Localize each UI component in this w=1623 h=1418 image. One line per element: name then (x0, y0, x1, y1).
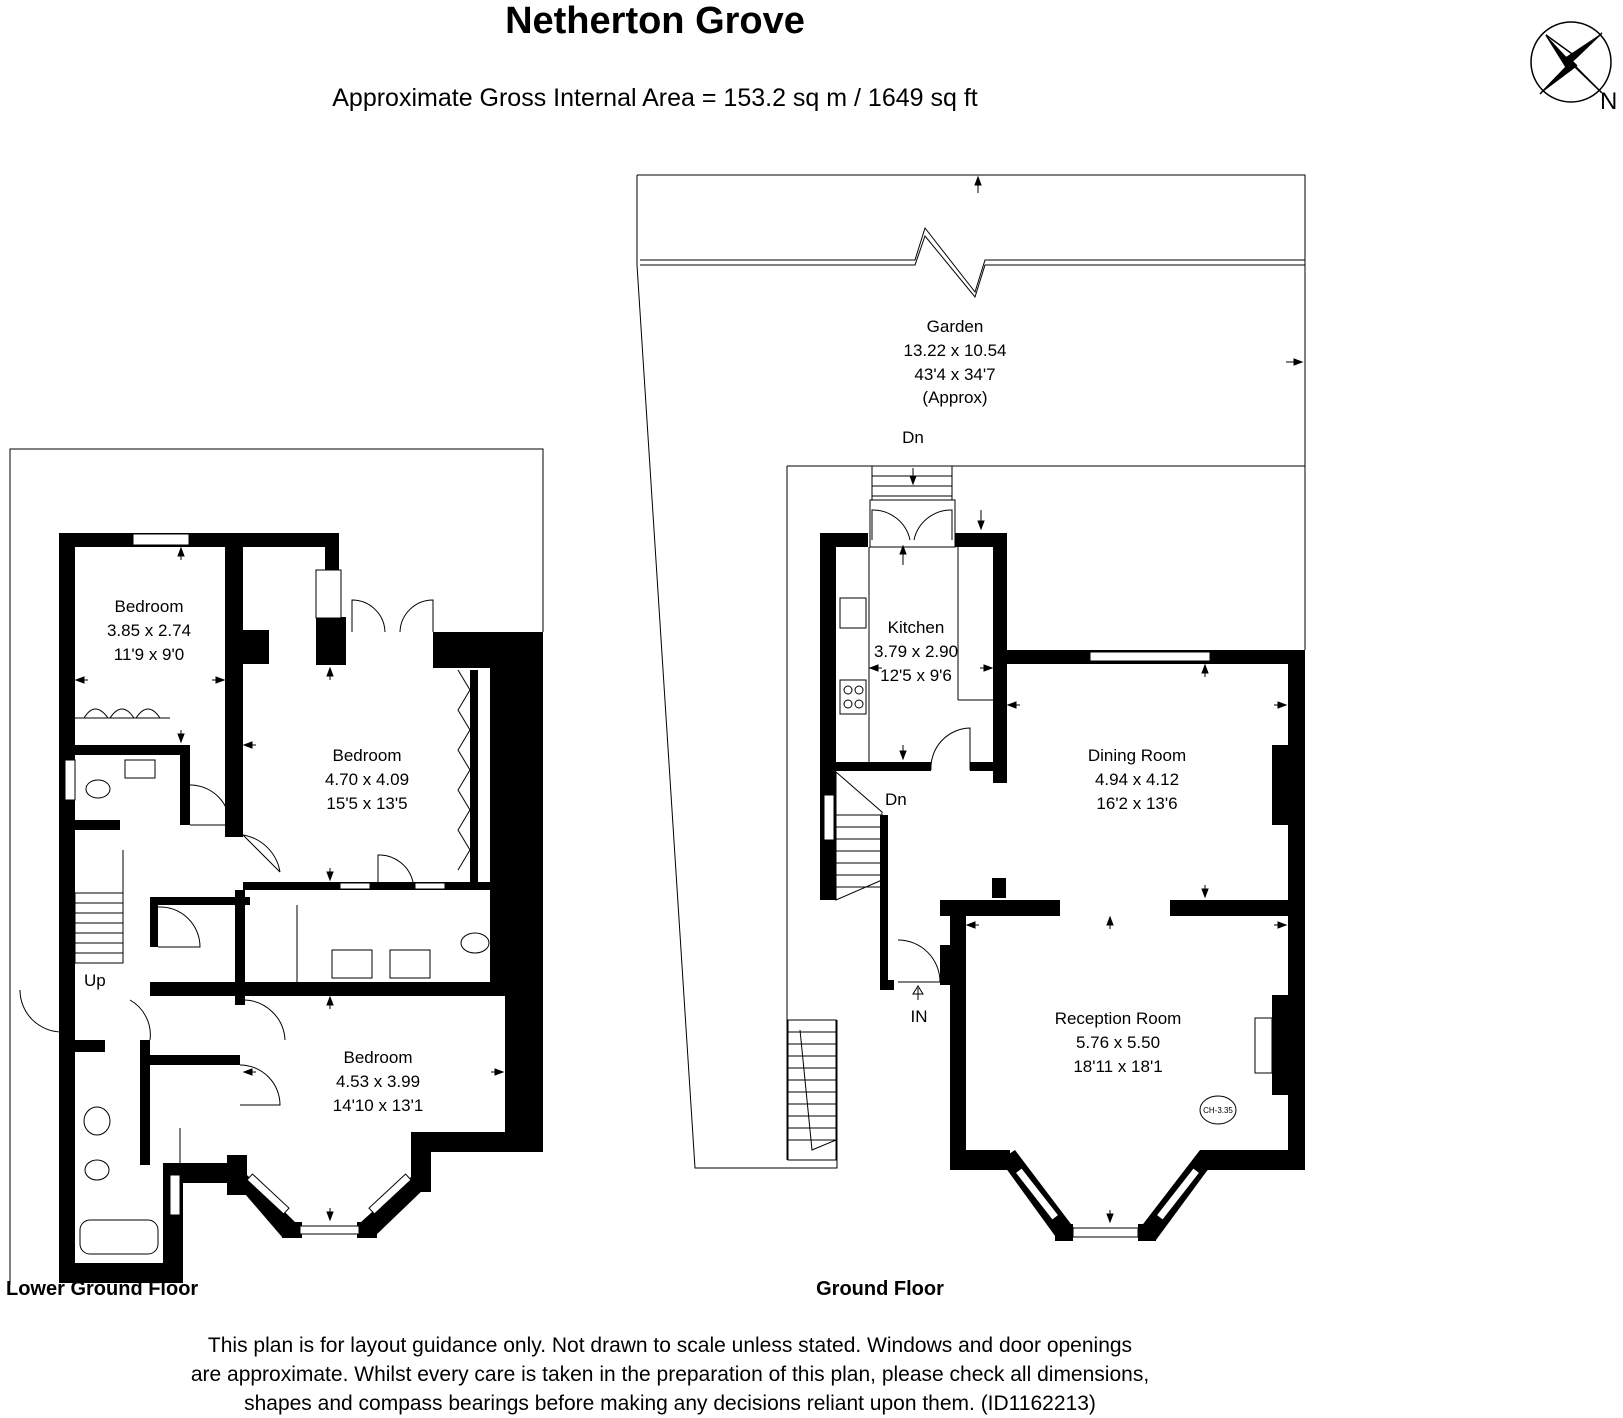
room-name-label: Bedroom (332, 746, 402, 765)
disclaimer-line: are approximate. Whilst every care is taken in the preparation of this plan, please check all dimensions, (190, 1363, 1150, 1386)
room-metric-dims: 4.94 x 4.12 (1094, 770, 1180, 789)
room-name-label: Bedroom (343, 1048, 413, 1067)
disclaimer-line: This plan is for layout guidance only. Not drawn to scale unless stated. Windows and door openings (207, 1334, 1133, 1357)
room-imperial-dims: 12'5 x 9'6 (880, 666, 952, 685)
garden-name-label: Garden (926, 317, 984, 336)
room-name-label: Kitchen (887, 618, 945, 637)
floor-label-lower-ground: Lower Ground Floor (6, 1278, 199, 1300)
room-metric-dims: 4.53 x 3.99 (335, 1072, 421, 1091)
ceiling-height-label: CH-3.35 (1203, 1106, 1233, 1115)
ground-floor-plan (637, 175, 1305, 1300)
room-name-label: Dining Room (1087, 746, 1187, 765)
page-title: Netherton Grove (505, 0, 805, 42)
floor-label-ground: Ground Floor (816, 1278, 944, 1300)
room-metric-dims: 5.76 x 5.50 (1075, 1033, 1161, 1052)
north-label: N (1600, 88, 1618, 115)
room-imperial-dims: 18'11 x 18'1 (1073, 1057, 1163, 1076)
garden-metric-dims: 13.22 x 10.54 (903, 341, 1007, 360)
garden-steps-down-label: Dn (902, 428, 924, 447)
garden-imperial-dims: 43'4 x 34'7 (914, 365, 996, 384)
room-metric-dims: 4.70 x 4.09 (324, 770, 410, 789)
room-name-label: Reception Room (1054, 1009, 1182, 1028)
room-imperial-dims: 14'10 x 13'1 (332, 1096, 424, 1115)
lower-ground-floor-plan (6, 449, 543, 1300)
stairs-down-label: Dn (885, 790, 907, 809)
room-imperial-dims: 15'5 x 13'5 (326, 794, 408, 813)
entrance-label: IN (910, 1007, 928, 1026)
compass-rose-icon (1531, 22, 1611, 102)
room-imperial-dims: 16'2 x 13'6 (1096, 794, 1178, 813)
stairs-icon (75, 850, 123, 963)
garden-approx-note: (Approx) (922, 388, 988, 407)
room-metric-dims: 3.85 x 2.74 (106, 621, 192, 640)
room-name-label: Bedroom (114, 597, 184, 616)
stairs-icon (836, 772, 882, 900)
disclaimer (40, 1331, 1300, 1418)
gross-area-text: Approximate Gross Internal Area = 153.2 sq m / 1649 sq ft (332, 84, 978, 112)
disclaimer-line: shapes and compass bearings before making any decisions reliant upon them. (ID1162213) (244, 1392, 1096, 1415)
room-metric-dims: 3.79 x 2.90 (873, 642, 959, 661)
stairs-up-label: Up (84, 971, 106, 990)
room-imperial-dims: 11'9 x 9'0 (113, 645, 185, 664)
